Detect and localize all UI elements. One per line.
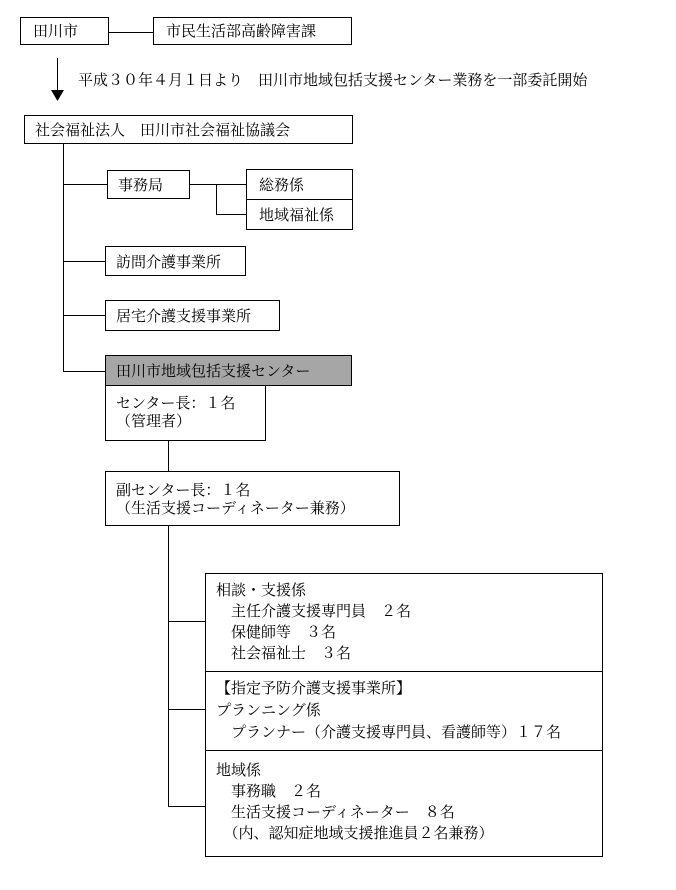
community-welfare-label: 地域福祉係 [259,206,335,224]
connector-center [63,371,105,372]
community-line-1: 事務職 ２名 [216,782,322,800]
general-affairs-label: 総務係 [259,176,305,194]
connector-prevention [168,709,205,710]
sections-block [205,573,603,857]
home-care-office-box [105,246,246,276]
deputy-head-box [105,471,400,526]
connector-secretariat [63,184,107,185]
center-head-count: センター長：１名 [116,394,236,412]
prevention-title: 【指定予防介護支援事業所】 [216,679,412,697]
secretariat-label: 事務局 [118,176,164,194]
home-care-office-label: 訪問介護事業所 [116,253,222,271]
prevention-subtitle: プランニング係 [216,701,321,719]
consultation-section [206,574,602,672]
secretariat-box [107,170,190,199]
community-title: 地域係 [216,761,262,779]
care-support-office-box [105,300,280,331]
connector-city-department [109,32,153,33]
city-label: 田川市 [33,22,79,40]
center-label: 田川市地域包括支援センター [116,362,311,380]
sections-vertical [216,184,217,215]
center-head-box [105,385,266,441]
connector-home-care [63,261,105,262]
connector-community [168,806,205,807]
connector-consultation [168,621,205,622]
transfer-note: 平成３０年４月１日より 田川市地域包括支援センター業務を一部委託開始 [78,71,588,89]
deputy-trunk-line [168,526,169,806]
care-support-office-label: 居宅介護支援事業所 [116,307,252,325]
connector-secretariat-sections [190,184,217,185]
deputy-head-count: 副センター長：１名 [116,481,251,499]
department-label: 市民生活部高齢障害課 [166,22,317,40]
department-box [153,17,352,45]
consultation-title: 相談・支援係 [216,581,307,599]
deputy-head-role: （生活支援コーディネーター兼務） [116,499,355,517]
trunk-line [63,144,64,371]
arrow-shaft [57,58,58,92]
connector-head-deputy [168,441,169,471]
corporation-label: 社会福祉法人 田川市社会福祉協議会 [35,121,291,139]
city-box [20,17,109,45]
center-head-role: （管理者） [116,412,192,430]
prevention-section [206,672,602,751]
community-line-2: 生活支援コーディネーター ８名 [216,803,455,821]
community-welfare-box [246,199,353,230]
corporation-box [24,115,353,144]
general-affairs-box [246,169,353,200]
connector-community-welfare [216,214,246,215]
consultation-line-1: 主任介護支援専門員 ２名 [216,602,412,620]
prevention-line: プランナー（介護支援専門員、看護師等）１７名 [216,723,562,741]
consultation-line-3: 社会福祉士 ３名 [216,644,352,662]
connector-general-affairs [216,184,246,185]
consultation-line-2: 保健師等 ３名 [216,623,337,641]
arrow-down-icon [51,90,64,102]
community-line-3: （内、認知症地域支援推進員２名兼務） [216,824,494,842]
center-box [105,355,352,386]
connector-care-support [63,315,105,316]
community-section [206,751,602,856]
